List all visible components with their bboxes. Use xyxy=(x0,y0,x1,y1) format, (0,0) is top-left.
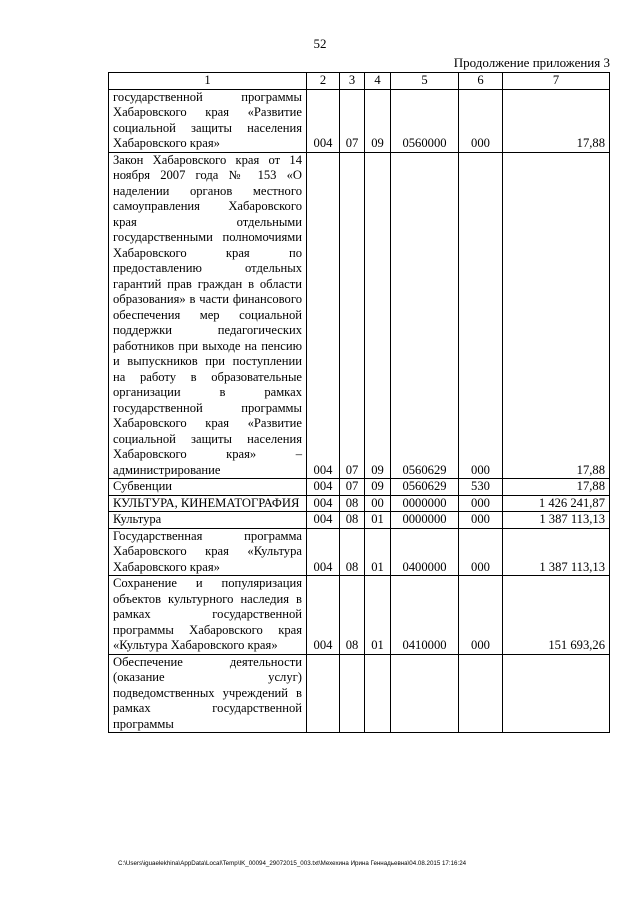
budget-table xyxy=(108,72,610,733)
row-code: 01 xyxy=(365,528,391,576)
row-code: 000 xyxy=(459,528,503,576)
row-name: Культура xyxy=(109,512,307,529)
row-amount: 1 387 113,13 xyxy=(503,528,610,576)
row-code: 530 xyxy=(459,479,503,496)
table-row xyxy=(109,152,610,479)
row-code: 0000000 xyxy=(391,512,459,529)
row-name: государственной программы Хабаровского края «Развитие социальной защиты населения Хабаровского края» xyxy=(109,89,307,152)
header-cell: 3 xyxy=(340,73,365,90)
row-code xyxy=(340,654,365,733)
header-row xyxy=(109,73,610,90)
row-code: 000 xyxy=(459,512,503,529)
row-name: Сохранение и популяризация объектов культурного наследия в рамках государственной программы Хабаровского края «Культура Хабаровского края» xyxy=(109,576,307,655)
row-code: 0560629 xyxy=(391,479,459,496)
row-amount: 1 426 241,87 xyxy=(503,495,610,512)
row-code: 0560629 xyxy=(391,152,459,479)
row-code: 08 xyxy=(340,576,365,655)
row-code: 0410000 xyxy=(391,576,459,655)
page-number: 52 xyxy=(313,36,327,51)
table-row xyxy=(109,512,610,529)
header-cell: 6 xyxy=(459,73,503,90)
row-name: Обеспечение деятельности (оказание услуг) подведомственных учреждений в рамках государственной программы xyxy=(109,654,307,733)
row-name: Государственная программа Хабаровского края «Культура Хабаровского края» xyxy=(109,528,307,576)
row-code: 00 xyxy=(365,495,391,512)
row-amount xyxy=(503,654,610,733)
file-path-footer: C:\Users\iguaelekhina\AppData\Local\Temp\IK_00094_29072015_003.txt\Мехехина Ирина Геннадьевна\04.08.2015 17:16:24 xyxy=(118,860,467,867)
row-code xyxy=(391,654,459,733)
row-code: 0560000 xyxy=(391,89,459,152)
row-name: Субвенции xyxy=(109,479,307,496)
row-code: 004 xyxy=(307,479,340,496)
row-code: 08 xyxy=(340,512,365,529)
table-row xyxy=(109,89,610,152)
table-row xyxy=(109,479,610,496)
header-cell: 5 xyxy=(391,73,459,90)
row-name: КУЛЬТУРА, КИНЕМАТОГРАФИЯ xyxy=(109,495,307,512)
row-code: 09 xyxy=(365,89,391,152)
row-code: 0400000 xyxy=(391,528,459,576)
header-cell: 4 xyxy=(365,73,391,90)
continuation-note: Продолжение приложения 3 xyxy=(453,55,610,70)
row-code: 07 xyxy=(340,479,365,496)
header-cell: 7 xyxy=(503,73,610,90)
table-row xyxy=(109,528,610,576)
row-amount: 17,88 xyxy=(503,89,610,152)
header-cell: 1 xyxy=(109,73,307,90)
row-code: 07 xyxy=(340,89,365,152)
row-code: 08 xyxy=(340,528,365,576)
row-code: 08 xyxy=(340,495,365,512)
table-row xyxy=(109,654,610,733)
row-code: 01 xyxy=(365,512,391,529)
row-code: 000 xyxy=(459,152,503,479)
row-code: 004 xyxy=(307,495,340,512)
row-code: 004 xyxy=(307,576,340,655)
row-name: Закон Хабаровского края от 14 ноября 2007 года № 153 «О наделении органов местного самоуправления Хабаровского края отдельными государственными полномочиями Хабаровского края по предоставлению отдельных гарантий прав граждан в области образования» в части финансового обеспечения мер социальной поддержки педагогических работников при выходе на пенсию и выпускников при поступлении на работу в образовательные организации в рамках государственной программы Хабаровского края «Развитие социальной защиты населения Хабаровского края» – администрирование xyxy=(109,152,307,479)
row-code xyxy=(307,654,340,733)
row-amount: 151 693,26 xyxy=(503,576,610,655)
row-code: 09 xyxy=(365,479,391,496)
row-amount: 17,88 xyxy=(503,479,610,496)
row-amount: 1 387 113,13 xyxy=(503,512,610,529)
row-code: 000 xyxy=(459,495,503,512)
table-row xyxy=(109,576,610,655)
row-code: 004 xyxy=(307,512,340,529)
row-code: 07 xyxy=(340,152,365,479)
row-code: 01 xyxy=(365,576,391,655)
row-code: 09 xyxy=(365,152,391,479)
row-code: 000 xyxy=(459,89,503,152)
table-row xyxy=(109,495,610,512)
row-code: 004 xyxy=(307,528,340,576)
header-cell: 2 xyxy=(307,73,340,90)
row-code: 004 xyxy=(307,89,340,152)
row-code: 0000000 xyxy=(391,495,459,512)
row-code: 000 xyxy=(459,576,503,655)
row-code xyxy=(459,654,503,733)
row-code xyxy=(365,654,391,733)
row-amount: 17,88 xyxy=(503,152,610,479)
row-code: 004 xyxy=(307,152,340,479)
